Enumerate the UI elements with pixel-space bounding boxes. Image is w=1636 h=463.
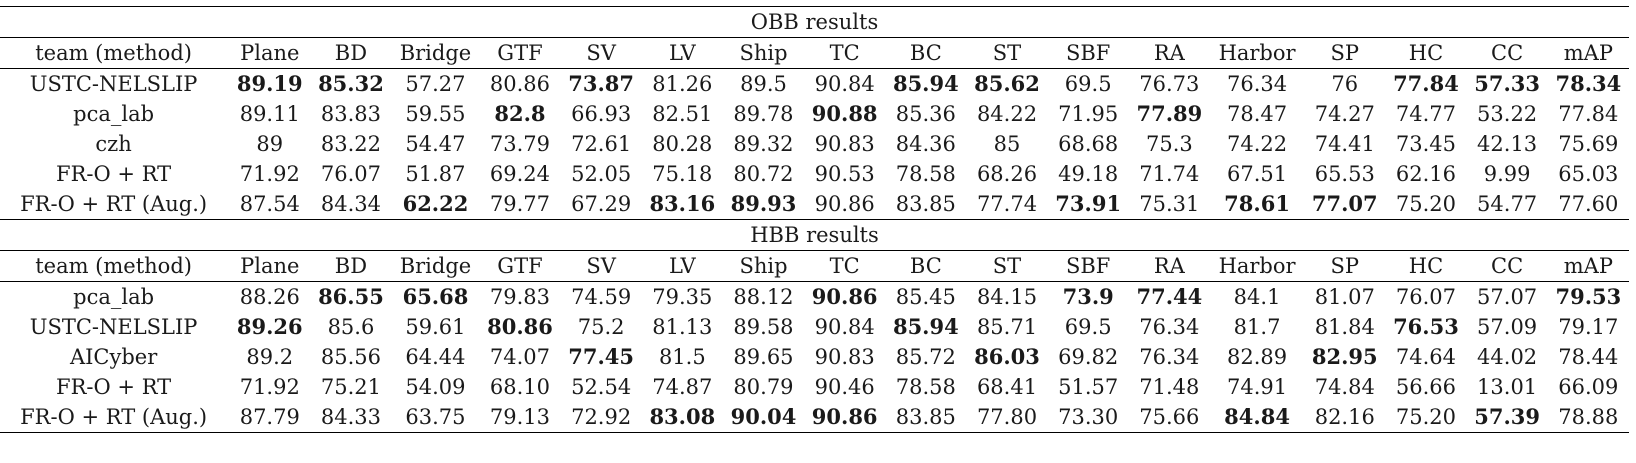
score-cell: 83.85 xyxy=(895,192,956,216)
score-cell: 80.79 xyxy=(733,375,794,399)
best-score: 90.86 xyxy=(811,404,878,429)
score-cell: 80.72 xyxy=(733,162,794,186)
score-cell: 87.54 xyxy=(239,192,300,216)
column-header: CC xyxy=(1467,38,1548,69)
column-header: ST xyxy=(966,38,1047,69)
best-score: 90.88 xyxy=(811,101,878,126)
score-cell: 57.07 xyxy=(1467,282,1548,313)
best-score: 57.33 xyxy=(1474,71,1540,96)
score-cell: 89.58 xyxy=(733,315,794,339)
score-cell: 90.84 xyxy=(814,315,875,339)
score-cell: 76.34 xyxy=(1210,69,1304,100)
score-cell: 57.27 xyxy=(392,69,480,100)
score-cell: 68.26 xyxy=(976,162,1038,186)
score-cell: 51.87 xyxy=(405,162,466,186)
score-cell: 88.26 xyxy=(229,282,310,313)
table-row xyxy=(0,129,1629,159)
section-title-row xyxy=(0,220,1629,251)
column-header: CC xyxy=(1467,251,1548,282)
score-cell: 81.07 xyxy=(1304,282,1385,313)
table-row xyxy=(0,402,1629,433)
score-cell: 77.74 xyxy=(976,192,1038,216)
column-header: TC xyxy=(804,251,885,282)
table-row xyxy=(0,189,1629,220)
score-cell: 42.13 xyxy=(1477,132,1538,156)
score-cell: 65.53 xyxy=(1314,162,1375,186)
score-cell: 75.2 xyxy=(577,315,625,339)
column-header: mAP xyxy=(1548,251,1629,282)
score-cell: 79.35 xyxy=(642,282,723,313)
score-cell xyxy=(1129,99,1210,129)
score-cell xyxy=(229,312,310,342)
score-cell: 71.92 xyxy=(239,162,300,186)
score-cell: 76.07 xyxy=(1385,282,1466,313)
score-cell: 90.83 xyxy=(814,345,875,369)
column-header: SBF xyxy=(1048,38,1129,69)
score-cell: 90.83 xyxy=(814,132,875,156)
score-cell: 74.91 xyxy=(1227,375,1288,399)
column-header: RA xyxy=(1129,38,1210,69)
best-score: 78.61 xyxy=(1224,191,1290,216)
score-cell xyxy=(1048,189,1129,220)
score-cell: 74.27 xyxy=(1314,102,1375,126)
best-score: 83.08 xyxy=(649,404,716,429)
score-cell: 79.13 xyxy=(479,402,560,433)
score-cell: 85.45 xyxy=(885,282,966,313)
score-cell: 80.28 xyxy=(652,132,713,156)
score-cell: 90.53 xyxy=(814,162,875,186)
score-cell xyxy=(885,312,966,342)
best-score: 85.94 xyxy=(892,314,959,339)
score-cell: 64.44 xyxy=(405,345,466,369)
best-score: 90.86 xyxy=(811,284,878,309)
score-cell: 63.75 xyxy=(392,402,480,433)
score-cell xyxy=(1467,69,1548,100)
score-cell: 67.29 xyxy=(571,192,632,216)
score-cell: 89.5 xyxy=(723,69,804,100)
column-header: HC xyxy=(1385,38,1466,69)
score-cell: 82.16 xyxy=(1304,402,1385,433)
column-header: SP xyxy=(1304,38,1385,69)
table-row xyxy=(0,312,1629,342)
score-cell: 85.36 xyxy=(895,102,956,126)
score-cell: 76.34 xyxy=(1139,315,1200,339)
column-header: mAP xyxy=(1548,38,1629,69)
score-cell xyxy=(966,69,1047,100)
score-cell: 82.51 xyxy=(652,102,713,126)
best-score: 78.34 xyxy=(1555,71,1622,96)
score-cell: 74.41 xyxy=(1314,132,1375,156)
score-cell: 89.78 xyxy=(733,102,794,126)
best-score: 77.89 xyxy=(1136,101,1203,126)
score-cell: 90.86 xyxy=(814,192,875,216)
best-score: 80.86 xyxy=(487,314,553,339)
score-cell: 69.82 xyxy=(1058,345,1119,369)
table-row xyxy=(0,99,1629,129)
score-cell: 76.07 xyxy=(320,162,381,186)
score-cell: 90.46 xyxy=(814,375,875,399)
score-cell: 54.09 xyxy=(405,375,466,399)
section-title: OBB results xyxy=(0,7,1629,38)
score-cell: 74.64 xyxy=(1395,345,1456,369)
score-cell: 84.15 xyxy=(966,282,1047,313)
column-header: GTF xyxy=(479,251,560,282)
column-header: HC xyxy=(1385,251,1466,282)
score-cell: 75.66 xyxy=(1129,402,1210,433)
score-cell: 9.99 xyxy=(1483,162,1531,186)
method-cell: pca_lab xyxy=(73,102,155,126)
score-cell: 89 xyxy=(256,132,284,156)
score-cell: 79.83 xyxy=(479,282,560,313)
score-cell xyxy=(1304,342,1385,372)
score-cell: 56.66 xyxy=(1395,375,1456,399)
score-cell: 53.22 xyxy=(1477,102,1538,126)
best-score: 85.32 xyxy=(318,71,384,96)
column-header: Plane xyxy=(229,251,310,282)
score-cell: 75.31 xyxy=(1139,192,1200,216)
method-cell: USTC-NELSLIP xyxy=(29,315,198,339)
score-cell: 71.48 xyxy=(1139,375,1200,399)
score-cell: 71.95 xyxy=(1058,102,1119,126)
score-cell: 84.33 xyxy=(310,402,391,433)
table-row xyxy=(0,372,1629,402)
best-score: 77.84 xyxy=(1393,71,1459,96)
score-cell: 83.22 xyxy=(320,132,381,156)
score-cell xyxy=(804,402,885,433)
score-cell: 75.18 xyxy=(652,162,713,186)
score-cell: 74.77 xyxy=(1395,102,1456,126)
score-cell xyxy=(561,342,642,372)
column-header: Bridge xyxy=(392,251,480,282)
score-cell xyxy=(1048,282,1129,313)
score-cell: 83.83 xyxy=(320,102,381,126)
score-cell: 81.7 xyxy=(1233,315,1281,339)
score-cell xyxy=(723,189,804,220)
score-cell: 84.1 xyxy=(1210,282,1304,313)
score-cell: 84.36 xyxy=(895,132,956,156)
best-score: 76.53 xyxy=(1393,314,1459,339)
column-header: LV xyxy=(642,251,723,282)
score-cell xyxy=(804,99,885,129)
column-header: TC xyxy=(804,38,885,69)
score-cell: 78.88 xyxy=(1548,402,1629,433)
score-cell: 85 xyxy=(993,132,1021,156)
score-cell: 85.6 xyxy=(327,315,375,339)
score-cell: 81.13 xyxy=(652,315,713,339)
best-score: 77.44 xyxy=(1136,284,1203,309)
score-cell: 74.22 xyxy=(1227,132,1288,156)
method-cell: FR-O + RT (Aug.) xyxy=(20,192,208,216)
score-cell xyxy=(1210,402,1304,433)
best-score: 89.19 xyxy=(236,71,303,96)
column-header: Plane xyxy=(229,38,310,69)
best-score: 86.03 xyxy=(974,344,1040,369)
score-cell: 75.69 xyxy=(1558,132,1619,156)
score-cell xyxy=(229,69,310,100)
column-header: team (method) xyxy=(0,251,229,282)
score-cell: 74.87 xyxy=(652,375,713,399)
score-cell: 68.68 xyxy=(1058,132,1119,156)
score-cell: 89.2 xyxy=(246,345,294,369)
score-cell: 78.58 xyxy=(895,162,956,186)
score-cell xyxy=(561,69,642,100)
method-cell: FR-O + RT xyxy=(56,375,172,399)
column-header: Harbor xyxy=(1210,38,1304,69)
score-cell xyxy=(1467,402,1548,433)
score-cell: 67.51 xyxy=(1227,162,1288,186)
column-header: BC xyxy=(885,38,966,69)
score-cell: 73.45 xyxy=(1395,132,1456,156)
method-cell: FR-O + RT xyxy=(56,162,172,186)
score-cell: 77.60 xyxy=(1558,192,1619,216)
best-score: 62.22 xyxy=(402,191,469,216)
best-score: 73.87 xyxy=(568,71,635,96)
table-row xyxy=(0,282,1629,313)
score-cell: 57.09 xyxy=(1477,315,1538,339)
score-cell xyxy=(885,69,966,100)
score-cell: 75.20 xyxy=(1395,192,1456,216)
results-table-container xyxy=(0,2,1629,433)
column-header-row xyxy=(0,251,1629,282)
score-cell: 52.54 xyxy=(571,375,632,399)
score-cell: 89.65 xyxy=(733,345,794,369)
score-cell: 79.17 xyxy=(1558,315,1619,339)
score-cell: 80.86 xyxy=(479,69,560,100)
column-header: ST xyxy=(966,251,1047,282)
score-cell xyxy=(1129,282,1210,313)
score-cell xyxy=(1304,189,1385,220)
column-header: SP xyxy=(1304,251,1385,282)
best-score: 83.16 xyxy=(649,191,716,216)
score-cell: 84.34 xyxy=(320,192,381,216)
score-cell: 88.12 xyxy=(723,282,804,313)
column-header: RA xyxy=(1129,251,1210,282)
column-header: Ship xyxy=(723,251,804,282)
score-cell: 89.11 xyxy=(239,102,300,126)
score-cell: 74.84 xyxy=(1314,375,1375,399)
score-cell: 71.74 xyxy=(1139,162,1200,186)
score-cell: 85.71 xyxy=(976,315,1038,339)
score-cell: 85.56 xyxy=(320,345,381,369)
score-cell xyxy=(392,282,480,313)
score-cell: 77.84 xyxy=(1558,102,1619,126)
score-cell: 72.92 xyxy=(561,402,642,433)
score-cell xyxy=(310,282,391,313)
score-cell: 68.41 xyxy=(976,375,1038,399)
score-cell: 73.30 xyxy=(1048,402,1129,433)
table-row xyxy=(0,159,1629,189)
method-cell: USTC-NELSLIP xyxy=(0,69,229,100)
section-title: HBB results xyxy=(0,220,1629,251)
section-title-row xyxy=(0,7,1629,38)
best-score: 73.91 xyxy=(1055,191,1122,216)
score-cell: 74.07 xyxy=(489,345,551,369)
column-header: SBF xyxy=(1048,251,1129,282)
best-score: 82.95 xyxy=(1311,344,1378,369)
score-cell: 76 xyxy=(1304,69,1385,100)
results-table-body xyxy=(0,2,1629,433)
column-header: GTF xyxy=(479,38,560,69)
score-cell: 54.47 xyxy=(405,132,466,156)
score-cell: 65.03 xyxy=(1558,162,1619,186)
score-cell: 76.34 xyxy=(1139,345,1200,369)
score-cell: 54.77 xyxy=(1477,192,1538,216)
score-cell xyxy=(723,402,804,433)
score-cell: 75.3 xyxy=(1145,132,1193,156)
best-score: 85.94 xyxy=(892,71,959,96)
column-header: Harbor xyxy=(1210,251,1304,282)
score-cell: 90.84 xyxy=(804,69,885,100)
method-cell: czh xyxy=(95,132,132,156)
column-header: LV xyxy=(642,38,723,69)
score-cell: 59.61 xyxy=(405,315,466,339)
score-cell: 44.02 xyxy=(1477,345,1538,369)
score-cell: 85.72 xyxy=(895,345,956,369)
best-score: 86.55 xyxy=(318,284,384,309)
column-header: Ship xyxy=(723,38,804,69)
score-cell: 52.05 xyxy=(571,162,632,186)
score-cell: 78.44 xyxy=(1558,345,1619,369)
column-header-row xyxy=(0,38,1629,69)
score-cell xyxy=(1385,312,1466,342)
score-cell: 83.85 xyxy=(885,402,966,433)
column-header: team (method) xyxy=(0,38,229,69)
score-cell xyxy=(392,189,480,220)
score-cell: 51.57 xyxy=(1058,375,1119,399)
column-header: BC xyxy=(885,251,966,282)
score-cell xyxy=(1385,69,1466,100)
best-score: 77.45 xyxy=(568,344,635,369)
score-cell: 78.47 xyxy=(1227,102,1288,126)
score-cell: 13.01 xyxy=(1477,375,1538,399)
best-score: 85.62 xyxy=(974,71,1040,96)
score-cell: 69.5 xyxy=(1048,69,1129,100)
table-row xyxy=(0,69,1629,100)
score-cell xyxy=(1210,189,1304,220)
score-cell: 81.84 xyxy=(1314,315,1375,339)
score-cell: 76.73 xyxy=(1129,69,1210,100)
table-row xyxy=(0,342,1629,372)
column-header: Bridge xyxy=(392,38,480,69)
best-score: 57.39 xyxy=(1474,404,1540,429)
score-cell xyxy=(966,342,1047,372)
column-header: SV xyxy=(561,251,642,282)
best-score: 79.53 xyxy=(1555,284,1622,309)
score-cell: 75.20 xyxy=(1385,402,1466,433)
score-cell: 72.61 xyxy=(571,132,632,156)
score-cell: 75.21 xyxy=(320,375,381,399)
score-cell: 62.16 xyxy=(1395,162,1456,186)
best-score: 73.9 xyxy=(1062,284,1114,309)
score-cell: 81.5 xyxy=(658,345,706,369)
column-header: SV xyxy=(561,38,642,69)
score-cell: 81.26 xyxy=(642,69,723,100)
score-cell: 73.79 xyxy=(489,132,551,156)
score-cell xyxy=(479,99,560,129)
score-cell: 66.93 xyxy=(571,102,632,126)
score-cell xyxy=(1548,69,1629,100)
best-score: 84.84 xyxy=(1224,404,1290,429)
score-cell: 69.5 xyxy=(1064,315,1112,339)
score-cell: 69.24 xyxy=(489,162,551,186)
score-cell: 78.58 xyxy=(895,375,956,399)
best-score: 77.07 xyxy=(1311,191,1378,216)
results-table xyxy=(0,2,1629,433)
score-cell: 59.55 xyxy=(405,102,466,126)
column-header: BD xyxy=(310,38,391,69)
best-score: 90.04 xyxy=(730,404,797,429)
score-cell: 71.92 xyxy=(239,375,300,399)
score-cell xyxy=(1548,282,1629,313)
score-cell: 84.22 xyxy=(976,102,1038,126)
score-cell xyxy=(310,69,391,100)
score-cell: 66.09 xyxy=(1558,375,1619,399)
score-cell xyxy=(479,312,560,342)
method-cell: AICyber xyxy=(69,345,158,369)
score-cell xyxy=(804,282,885,313)
column-header: BD xyxy=(310,251,391,282)
score-cell: 68.10 xyxy=(489,375,551,399)
best-score: 89.93 xyxy=(730,191,797,216)
best-score: 82.8 xyxy=(494,101,546,126)
score-cell: 87.79 xyxy=(229,402,310,433)
score-cell: 49.18 xyxy=(1058,162,1119,186)
method-cell: FR-O + RT (Aug.) xyxy=(0,402,229,433)
score-cell: 82.89 xyxy=(1227,345,1288,369)
score-cell xyxy=(642,402,723,433)
score-cell: 89.32 xyxy=(733,132,794,156)
score-cell xyxy=(642,189,723,220)
best-score: 89.26 xyxy=(236,314,303,339)
score-cell: 79.77 xyxy=(489,192,551,216)
method-cell: pca_lab xyxy=(0,282,229,313)
score-cell: 77.80 xyxy=(966,402,1047,433)
best-score: 65.68 xyxy=(402,284,469,309)
score-cell: 74.59 xyxy=(561,282,642,313)
